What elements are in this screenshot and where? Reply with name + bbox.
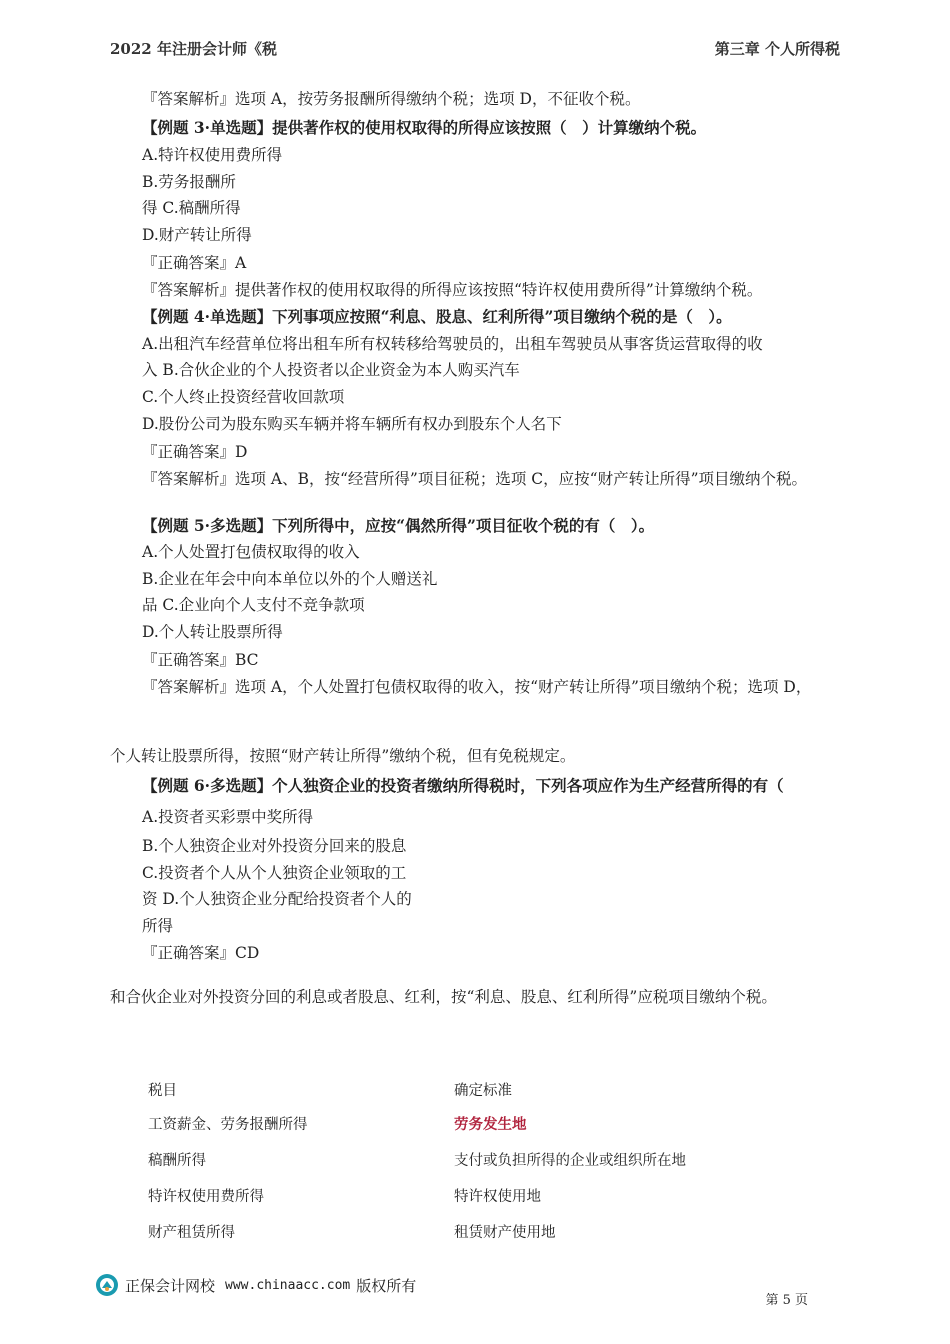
table-cell: 劳务发生地 xyxy=(454,1116,527,1133)
option-a: A.个人处置打包债权取得的收入 xyxy=(142,543,360,561)
header-chapter: 第三章 个人所得税 xyxy=(714,40,840,58)
question-3: 【例题 3·单选题】提供著作权的使用权取得的所得应该按照（ ）计算缴纳个税。 xyxy=(142,118,707,137)
answer-analysis: 『答案解析』选项 A、B，按“经营所得”项目征税；选项 C，应按“财产转让所得”项目缴纳个税。 xyxy=(142,470,807,488)
table-cell: 租赁财产使用地 xyxy=(454,1225,556,1241)
option-d: D.个人转让股票所得 xyxy=(142,623,283,641)
footer xyxy=(95,1273,416,1297)
answer-analysis: 『答案解析』提供著作权的使用权取得的所得应该按照“特许权使用费所得”计算缴纳个税。 xyxy=(142,281,763,299)
option-a: A.特许权使用费所得 xyxy=(142,146,283,164)
option-a: A.出租汽车经营单位将出租车所有权转移给驾驶员的，出租车驾驶员从事客货运营取得的收 xyxy=(142,335,763,353)
footer-brand: 正保会计网校 xyxy=(125,1276,216,1295)
table-cell: 财产租赁所得 xyxy=(148,1225,235,1241)
table-cell: 支付或负担所得的企业或组织所在地 xyxy=(454,1153,686,1169)
answer-analysis-continued: 个人转让股票所得，按照“财产转让所得”缴纳个税，但有免税规定。 xyxy=(110,747,576,765)
correct-answer: 『正确答案』A xyxy=(142,254,247,272)
footer-rights: 版权所有 xyxy=(356,1276,417,1295)
header-title: 2022 年注册会计师《税 xyxy=(110,40,277,58)
option-b: 入 B.合伙企业的个人投资者以企业资金为本人购买汽车 xyxy=(142,361,520,379)
question-6: 【例题 6·多选题】个人独资企业的投资者缴纳所得税时，下列各项应作为生产经营所得的有（ xyxy=(142,776,784,795)
option-c: C.投资者个人从个人独资企业领取的工 xyxy=(142,864,407,882)
option-b: B.劳务报酬所 xyxy=(142,173,236,191)
question-5: 【例题 5·多选题】下列所得中，应按“偶然所得”项目征收个税的有（ ）。 xyxy=(142,516,655,535)
answer-analysis-tail: 和合伙企业对外投资分回的利息或者股息、红利，按“利息、股息、红利所得”应税项目缴纳个税。 xyxy=(110,988,777,1006)
table-cell: 特许权使用地 xyxy=(454,1189,541,1205)
option-c: 得 C.稿酬所得 xyxy=(142,199,241,217)
question-4: 【例题 4·单选题】下列事项应按照“利息、股息、红利所得”项目缴纳个税的是（ ）。 xyxy=(142,307,732,326)
option-c: C.个人终止投资经营收回款项 xyxy=(142,388,345,406)
option-d-continued: 所得 xyxy=(142,917,174,935)
option-c: 品 C.企业向个人支付不竞争款项 xyxy=(142,596,365,614)
option-d: D.股份公司为股东购买车辆并将车辆所有权办到股东个人名下 xyxy=(142,415,562,433)
option-a: A.投资者买彩票中奖所得 xyxy=(142,808,314,826)
table-header-item: 税目 xyxy=(148,1083,177,1099)
correct-answer: 『正确答案』D xyxy=(142,443,248,461)
option-b: B.个人独资企业对外投资分回来的股息 xyxy=(142,837,407,855)
answer-analysis: 『答案解析』选项 A，个人处置打包债权取得的收入，按“财产转让所得”项目缴纳个税；选项 D， xyxy=(142,678,812,696)
page-number: 第 5 页 xyxy=(765,1293,808,1308)
table-header-standard: 确定标准 xyxy=(454,1083,512,1099)
option-b: B.企业在年会中向本单位以外的个人赠送礼 xyxy=(142,570,438,588)
table-cell: 稿酬所得 xyxy=(148,1153,206,1169)
table-cell: 特许权使用费所得 xyxy=(148,1189,264,1205)
answer-analysis: 『答案解析』选项 A，按劳务报酬所得缴纳个税；选项 D，不征收个税。 xyxy=(142,90,641,108)
correct-answer: 『正确答案』BC xyxy=(142,651,259,669)
correct-answer: 『正确答案』CD xyxy=(142,944,260,962)
chinaacc-logo-icon xyxy=(95,1273,119,1297)
option-d: 资 D.个人独资企业分配给投资者个人的 xyxy=(142,890,412,908)
footer-url[interactable]: www.chinaacc.com xyxy=(225,1277,351,1293)
option-d: D.财产转让所得 xyxy=(142,226,252,244)
table-cell: 工资薪金、劳务报酬所得 xyxy=(148,1117,308,1133)
